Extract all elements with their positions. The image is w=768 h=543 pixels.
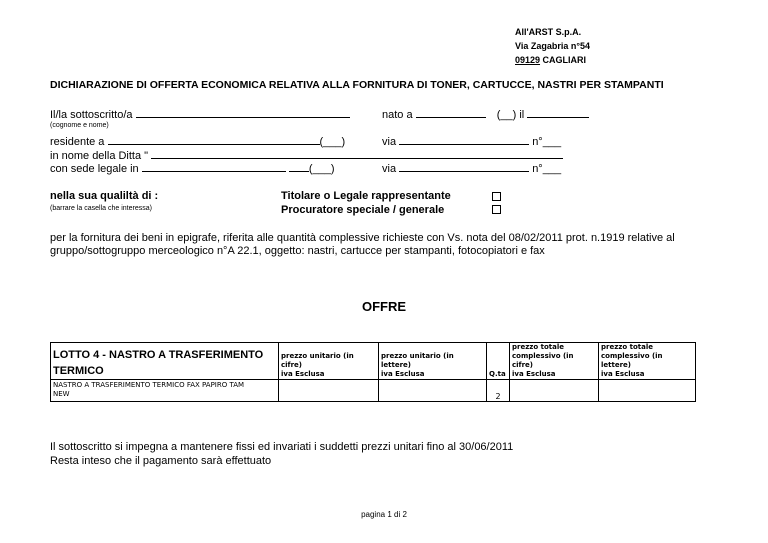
header-unit-price-words-l2: iva Esclusa — [381, 370, 425, 378]
sede-via-line — [382, 162, 561, 175]
sede-line — [50, 162, 335, 175]
sede-prov: (___) — [308, 163, 335, 175]
item-description-l2: NEW — [53, 390, 70, 398]
ditta-label: in nome della Ditta " — [50, 150, 149, 162]
sede-via-label: via — [382, 163, 397, 175]
recipient-city-line — [515, 55, 586, 66]
option-titolare-label: Titolare o Legale rappresentante — [281, 190, 451, 202]
sede-num-label: n°___ — [532, 163, 562, 175]
qualita-hint: (barrare la casella che interessa) — [50, 205, 152, 212]
header-total-digits-l2: complessivo (in cifre) — [512, 352, 574, 369]
header-total-price-words — [599, 343, 696, 380]
header-quantity: Q.ta — [487, 343, 510, 380]
header-unit-price-digits-l2: iva Esclusa — [281, 370, 325, 378]
residente-via-field[interactable] — [399, 135, 529, 145]
option-procuratore-checkbox[interactable] — [492, 205, 501, 214]
unit-price-digits-cell[interactable] — [279, 380, 379, 402]
offer-table — [50, 342, 696, 402]
sede-label: con sede legale in — [50, 163, 139, 175]
sottoscritto-hint: (cognome e nome) — [50, 122, 109, 129]
closing-line-2: Resta inteso che il pagamento sarà effettuato — [50, 455, 272, 467]
offre-heading: OFFRE — [361, 299, 407, 314]
sede-via-field[interactable] — [399, 162, 529, 172]
recipient-street: Via Zagabria n°54 — [515, 41, 590, 51]
total-price-words-cell[interactable] — [599, 380, 696, 402]
ditta-field[interactable] — [151, 149, 563, 159]
il-label: (__) il — [496, 109, 525, 121]
sede-field[interactable] — [142, 162, 286, 172]
header-unit-price-words — [379, 343, 487, 380]
recipient-name: All'ARST S.p.A. — [515, 27, 582, 37]
unit-price-words-cell[interactable] — [379, 380, 487, 402]
table-row — [51, 380, 696, 402]
quantity-cell: 2 — [487, 380, 510, 402]
item-description-l1: NASTRO A TRASFERIMENTO TERMICO FAX PAPIRO TAM — [53, 381, 245, 389]
nato-label: nato a — [382, 109, 413, 121]
item-description — [51, 380, 279, 402]
header-unit-price-words-l1: prezzo unitario (in lettere) — [381, 352, 454, 369]
residente-via-line — [382, 135, 561, 148]
birth-date-field[interactable] — [527, 108, 589, 118]
sottoscritto-label: Il/la sottoscritto/a — [50, 109, 133, 121]
option-procuratore-label: Procuratore speciale / generale — [281, 204, 445, 216]
document-title: DICHIARAZIONE DI OFFERTA ECONOMICA RELATIVA ALLA FORNITURA DI TONER, CARTUCCE, NASTRI PER STAMPANTI — [50, 79, 664, 91]
sede-extra-field[interactable] — [289, 162, 309, 172]
header-total-words-l1: prezzo totale — [601, 343, 653, 351]
header-unit-price-digits-l1: prezzo unitario (in cifre) — [281, 352, 354, 369]
header-total-digits-l3: iva Esclusa — [512, 370, 556, 378]
lot-title-line-2: TERMICO — [53, 365, 104, 377]
header-total-price-digits — [510, 343, 599, 380]
via-label: via — [382, 136, 397, 148]
table-header-row — [51, 343, 696, 380]
body-line-1: per la fornitura dei beni in epigrafe, riferita alle quantità complessive richieste con Vs. nota del 08/02/2011 prot. n.1919 relative al — [50, 232, 675, 244]
lot-title-cell — [51, 343, 279, 380]
header-unit-price-digits — [279, 343, 379, 380]
ditta-line — [50, 149, 563, 162]
total-price-digits-cell[interactable] — [510, 380, 599, 402]
option-titolare-checkbox[interactable] — [492, 192, 501, 201]
nato-field[interactable] — [416, 108, 486, 118]
residente-line — [50, 135, 345, 148]
qualita-label: nella sua qualiltà di : — [50, 190, 159, 202]
residente-prov: (___) — [319, 136, 346, 148]
residente-label: residente a — [50, 136, 105, 148]
recipient-zip: 09129 — [515, 55, 541, 65]
closing-line-1: Il sottoscritto si impegna a mantenere fissi ed invariati i suddetti prezzi unitari fino al 30/06/2011 — [50, 441, 514, 453]
recipient-city: CAGLIARI — [542, 55, 587, 65]
sottoscritto-field[interactable] — [136, 108, 350, 118]
nato-line — [382, 108, 589, 121]
residente-field[interactable] — [108, 135, 320, 145]
header-total-words-l2: complessivo (in lettere) — [601, 352, 663, 369]
num-label: n°___ — [532, 136, 562, 148]
header-total-words-l3: iva Esclusa — [601, 370, 645, 378]
sottoscritto-line — [50, 108, 350, 121]
lot-title-line-1: LOTTO 4 - NASTRO A TRASFERIMENTO — [53, 349, 264, 361]
page-number: pagina 1 di 2 — [361, 510, 407, 519]
header-total-digits-l1: prezzo totale — [512, 343, 564, 351]
body-line-2: gruppo/sottogruppo merceologico n°A 22.1, oggetto: nastri, cartucce per stampanti, fotocopiatori e fax — [50, 245, 545, 257]
